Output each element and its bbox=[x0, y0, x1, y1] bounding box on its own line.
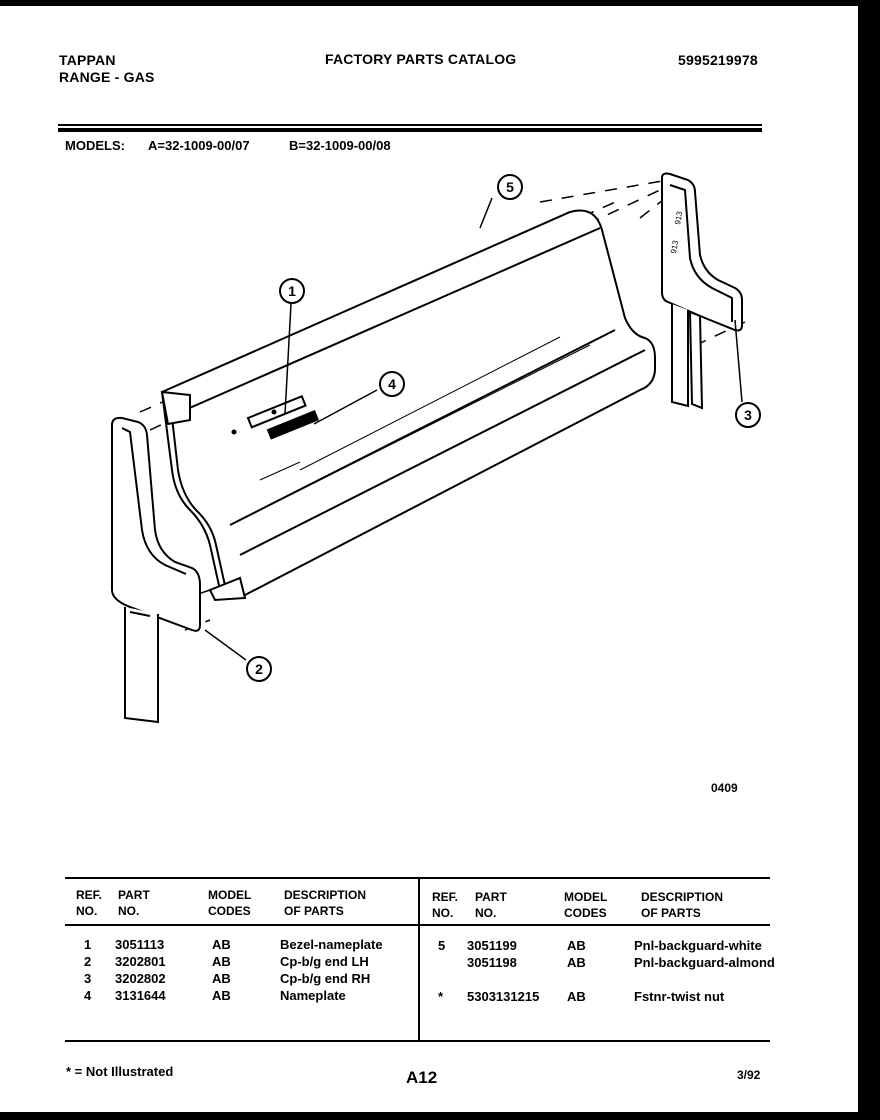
models-label: MODELS: bbox=[65, 138, 125, 153]
figure-code: 0409 bbox=[711, 781, 738, 795]
table-cell: 3202801 bbox=[115, 954, 166, 969]
table-cell: Cp-b/g end LH bbox=[280, 954, 369, 969]
table-cell: * bbox=[438, 989, 444, 1004]
scan-border-bottom bbox=[0, 1112, 880, 1120]
table-cell: Cp-b/g end RH bbox=[280, 971, 371, 986]
table-cell: 3051113 bbox=[115, 937, 165, 952]
left-part-column bbox=[115, 936, 166, 1004]
callout-3: 3 bbox=[735, 402, 761, 428]
table-cell: AB bbox=[212, 988, 231, 1003]
table-cell: AB bbox=[212, 971, 231, 986]
not-illustrated-note: * = Not Illustrated bbox=[66, 1064, 174, 1079]
exploded-parts-diagram bbox=[0, 160, 858, 780]
table-cell: Pnl-backguard-almond bbox=[634, 955, 775, 970]
right-ref-column bbox=[438, 937, 445, 1005]
model-b: B=32-1009-00/08 bbox=[289, 138, 391, 153]
table-cell bbox=[634, 971, 775, 988]
table-cell: AB bbox=[212, 954, 231, 969]
table-cell: 3 bbox=[84, 971, 92, 986]
table-cell: 5 bbox=[438, 938, 446, 953]
callout-4: 4 bbox=[379, 371, 405, 397]
left-ref-column bbox=[84, 936, 91, 1004]
brand-label: TAPPAN bbox=[59, 52, 116, 68]
callout-5: 5 bbox=[497, 174, 523, 200]
table-cell bbox=[467, 971, 539, 988]
callout-1: 1 bbox=[279, 278, 305, 304]
page-number: A12 bbox=[406, 1068, 438, 1087]
table-cell: 5303131215 bbox=[467, 989, 540, 1004]
table-cell: 2 bbox=[84, 954, 92, 969]
header-model-codes: MODEL CODES bbox=[208, 888, 252, 918]
table-cell: 4 bbox=[84, 988, 92, 1003]
left-desc-column bbox=[280, 936, 383, 1004]
left-model-column bbox=[212, 936, 231, 1004]
table-cell: AB bbox=[567, 989, 586, 1004]
table-cell: AB bbox=[212, 937, 231, 952]
table-cell: 3131644 bbox=[115, 988, 166, 1003]
table-cell: AB bbox=[567, 955, 586, 970]
page-title: FACTORY PARTS CATALOG bbox=[325, 51, 517, 67]
scan-border-top bbox=[0, 0, 880, 6]
svg-text:913: 913 bbox=[673, 210, 685, 226]
right-desc-column bbox=[634, 937, 775, 1005]
table-cell bbox=[438, 971, 445, 988]
right-model-column bbox=[567, 937, 586, 1005]
header-divider-thick bbox=[58, 128, 762, 132]
table-bottom-rule bbox=[65, 1040, 770, 1042]
table-cell: AB bbox=[567, 938, 586, 953]
table-cell: 3202802 bbox=[115, 971, 166, 986]
right-part-column bbox=[467, 937, 539, 1005]
table-column-divider bbox=[418, 877, 420, 1040]
table-cell: 3051198 bbox=[467, 955, 517, 970]
header-part-no: PART NO. bbox=[118, 888, 150, 918]
table-cell: 1 bbox=[84, 937, 92, 952]
table-cell bbox=[438, 954, 445, 971]
header-description: DESCRIPTION OF PARTS bbox=[284, 888, 367, 918]
product-label: RANGE - GAS bbox=[59, 69, 155, 85]
header-ref-no-right: REF. NO. bbox=[432, 890, 459, 920]
header-description-right: DESCRIPTION OF PARTS bbox=[641, 890, 724, 920]
table-cell: Fstnr-twist nut bbox=[634, 989, 725, 1004]
model-a: A=32-1009-00/07 bbox=[148, 138, 250, 153]
table-cell: Bezel-nameplate bbox=[280, 937, 383, 952]
table-cell: 3051199 bbox=[467, 938, 517, 953]
header-part-no-right: PART NO. bbox=[475, 890, 507, 920]
callout-2: 2 bbox=[246, 656, 272, 682]
header-ref-no: REF. NO. bbox=[76, 888, 103, 918]
table-cell: Nameplate bbox=[280, 988, 346, 1003]
header-model-codes-right: MODEL CODES bbox=[564, 890, 608, 920]
revision-date: 3/92 bbox=[737, 1068, 761, 1082]
header-divider-thin bbox=[58, 124, 762, 126]
table-cell: Pnl-backguard-white bbox=[634, 938, 762, 953]
svg-text:913: 913 bbox=[669, 239, 681, 255]
scan-border-right bbox=[858, 0, 880, 1120]
table-cell bbox=[567, 971, 586, 988]
catalog-number: 5995219978 bbox=[678, 52, 758, 68]
